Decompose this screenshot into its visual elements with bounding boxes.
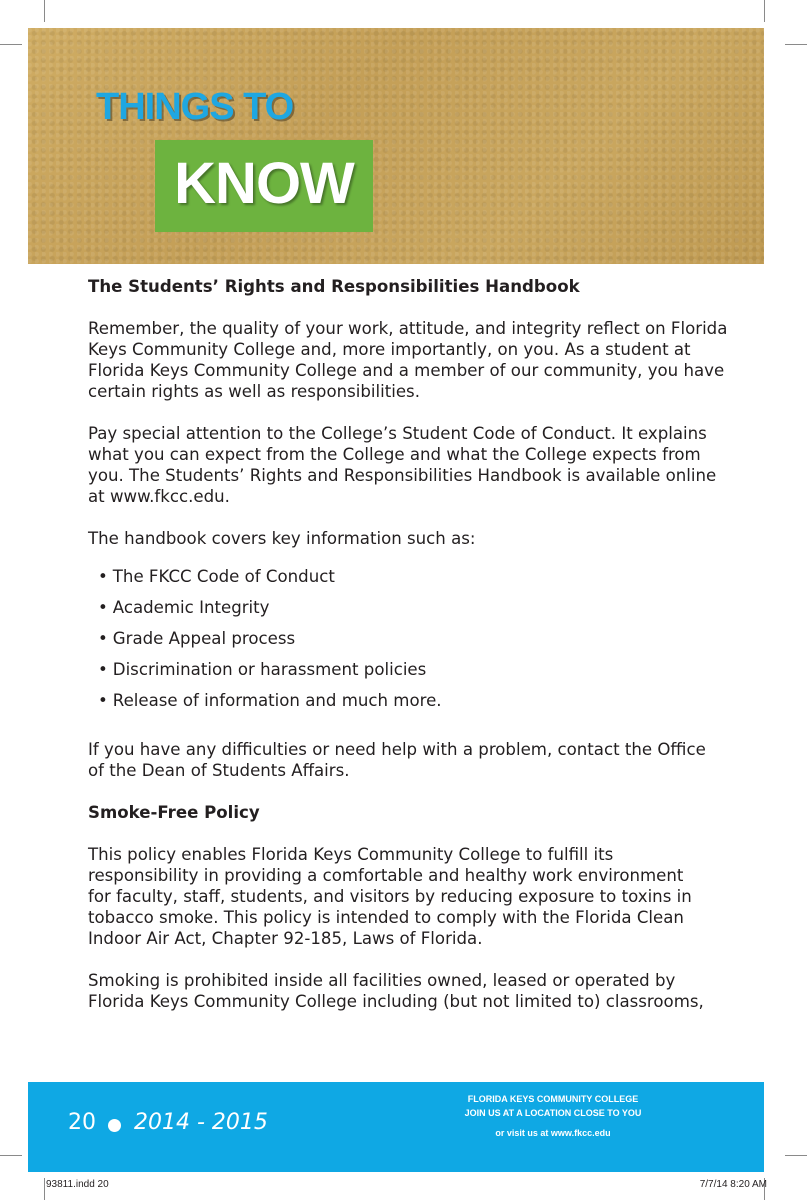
text-line: If you have any difficulties or need help with a problem, contact the Office — [88, 740, 706, 759]
know-box — [155, 140, 373, 232]
footer-college-info — [438, 1092, 668, 1140]
section-heading-smoke-free: Smoke-Free Policy — [88, 803, 260, 822]
slug-file: 93811.indd 20 — [46, 1179, 109, 1190]
header-banner — [28, 28, 764, 264]
text-line: at www.fkcc.edu. — [88, 487, 230, 506]
text-line: Pay special attention to the College’s Student Code of Conduct. It explains — [88, 424, 707, 443]
list-item: • Discrimination or harassment policies — [98, 659, 738, 680]
text-line: Keys Community College and, more importantly, on you. As a student at — [88, 340, 691, 359]
handbook-paragraph-3 — [88, 739, 738, 781]
text-line: responsibility in providing a comfortable and healthy work environment — [88, 866, 684, 885]
text-line: you. The Students’ Rights and Responsibilities Handbook is available online — [88, 466, 717, 485]
crop-mark-left-top — [0, 44, 22, 45]
college-name: FLORIDA KEYS COMMUNITY COLLEGE — [467, 1094, 639, 1104]
text-line: of the Dean of Students Affairs. — [88, 761, 350, 780]
year-range: 2014 - 2015 — [134, 1110, 268, 1135]
text-line: Smoking is prohibited inside all facilities owned, leased or operated by — [88, 971, 676, 990]
text-line: tobacco smoke. This policy is intended to comply with the Florida Clean — [88, 908, 684, 927]
text-line: what you can expect from the College and what the College expects from — [88, 445, 701, 464]
handbook-paragraph-2 — [88, 423, 738, 507]
handbook-intro: The handbook covers key information such as: — [88, 529, 476, 548]
page-number: 20 — [68, 1110, 96, 1135]
text-line: Indoor Air Act, Chapter 92-185, Laws of Florida. — [88, 929, 483, 948]
bullet-dot-icon — [108, 1119, 121, 1132]
page-content — [88, 276, 738, 1012]
text-line: for faculty, staff, students, and visitors by reducing exposure to toxins in — [88, 887, 692, 906]
list-item: • Grade Appeal process — [98, 628, 738, 649]
page-footer — [28, 1082, 764, 1172]
crop-mark-left-bottom — [0, 1155, 22, 1156]
section-heading-handbook: The Students’ Rights and Responsibilities Handbook — [88, 277, 580, 296]
text-line: certain rights as well as responsibilities. — [88, 382, 420, 401]
crop-mark-top-left — [44, 0, 45, 22]
crop-mark-right-top — [785, 44, 807, 45]
footer-tagline: JOIN US AT A LOCATION CLOSE TO YOU — [464, 1108, 642, 1118]
text-line: Florida Keys Community College and a member of our community, you have — [88, 361, 725, 380]
smoke-free-paragraph-2 — [88, 970, 738, 1012]
smoke-free-paragraph-1 — [88, 844, 738, 949]
header-title-line1: THINGS TO — [96, 86, 294, 128]
website-link[interactable]: or visit us at www.fkcc.edu — [495, 1128, 611, 1138]
slug-timestamp: 7/7/14 8:20 AM — [699, 1179, 767, 1190]
text-line: Remember, the quality of your work, attitude, and integrity reflect on Florida — [88, 319, 728, 338]
text-line: This policy enables Florida Keys Community College to fulfill its — [88, 845, 614, 864]
list-item: • Release of information and much more. — [98, 690, 738, 711]
crop-mark-right-bottom — [785, 1155, 807, 1156]
text-line: Florida Keys Community College including (but not limited to) classrooms, — [88, 992, 704, 1011]
crop-mark-bottom-left — [44, 1178, 45, 1200]
handbook-paragraph-1 — [88, 318, 738, 402]
handbook-bullet-list — [88, 566, 738, 711]
crop-mark-top-right — [764, 0, 765, 22]
header-title-line2: KNOW — [174, 151, 354, 216]
list-item: • The FKCC Code of Conduct — [98, 566, 738, 587]
list-item: • Academic Integrity — [98, 597, 738, 618]
